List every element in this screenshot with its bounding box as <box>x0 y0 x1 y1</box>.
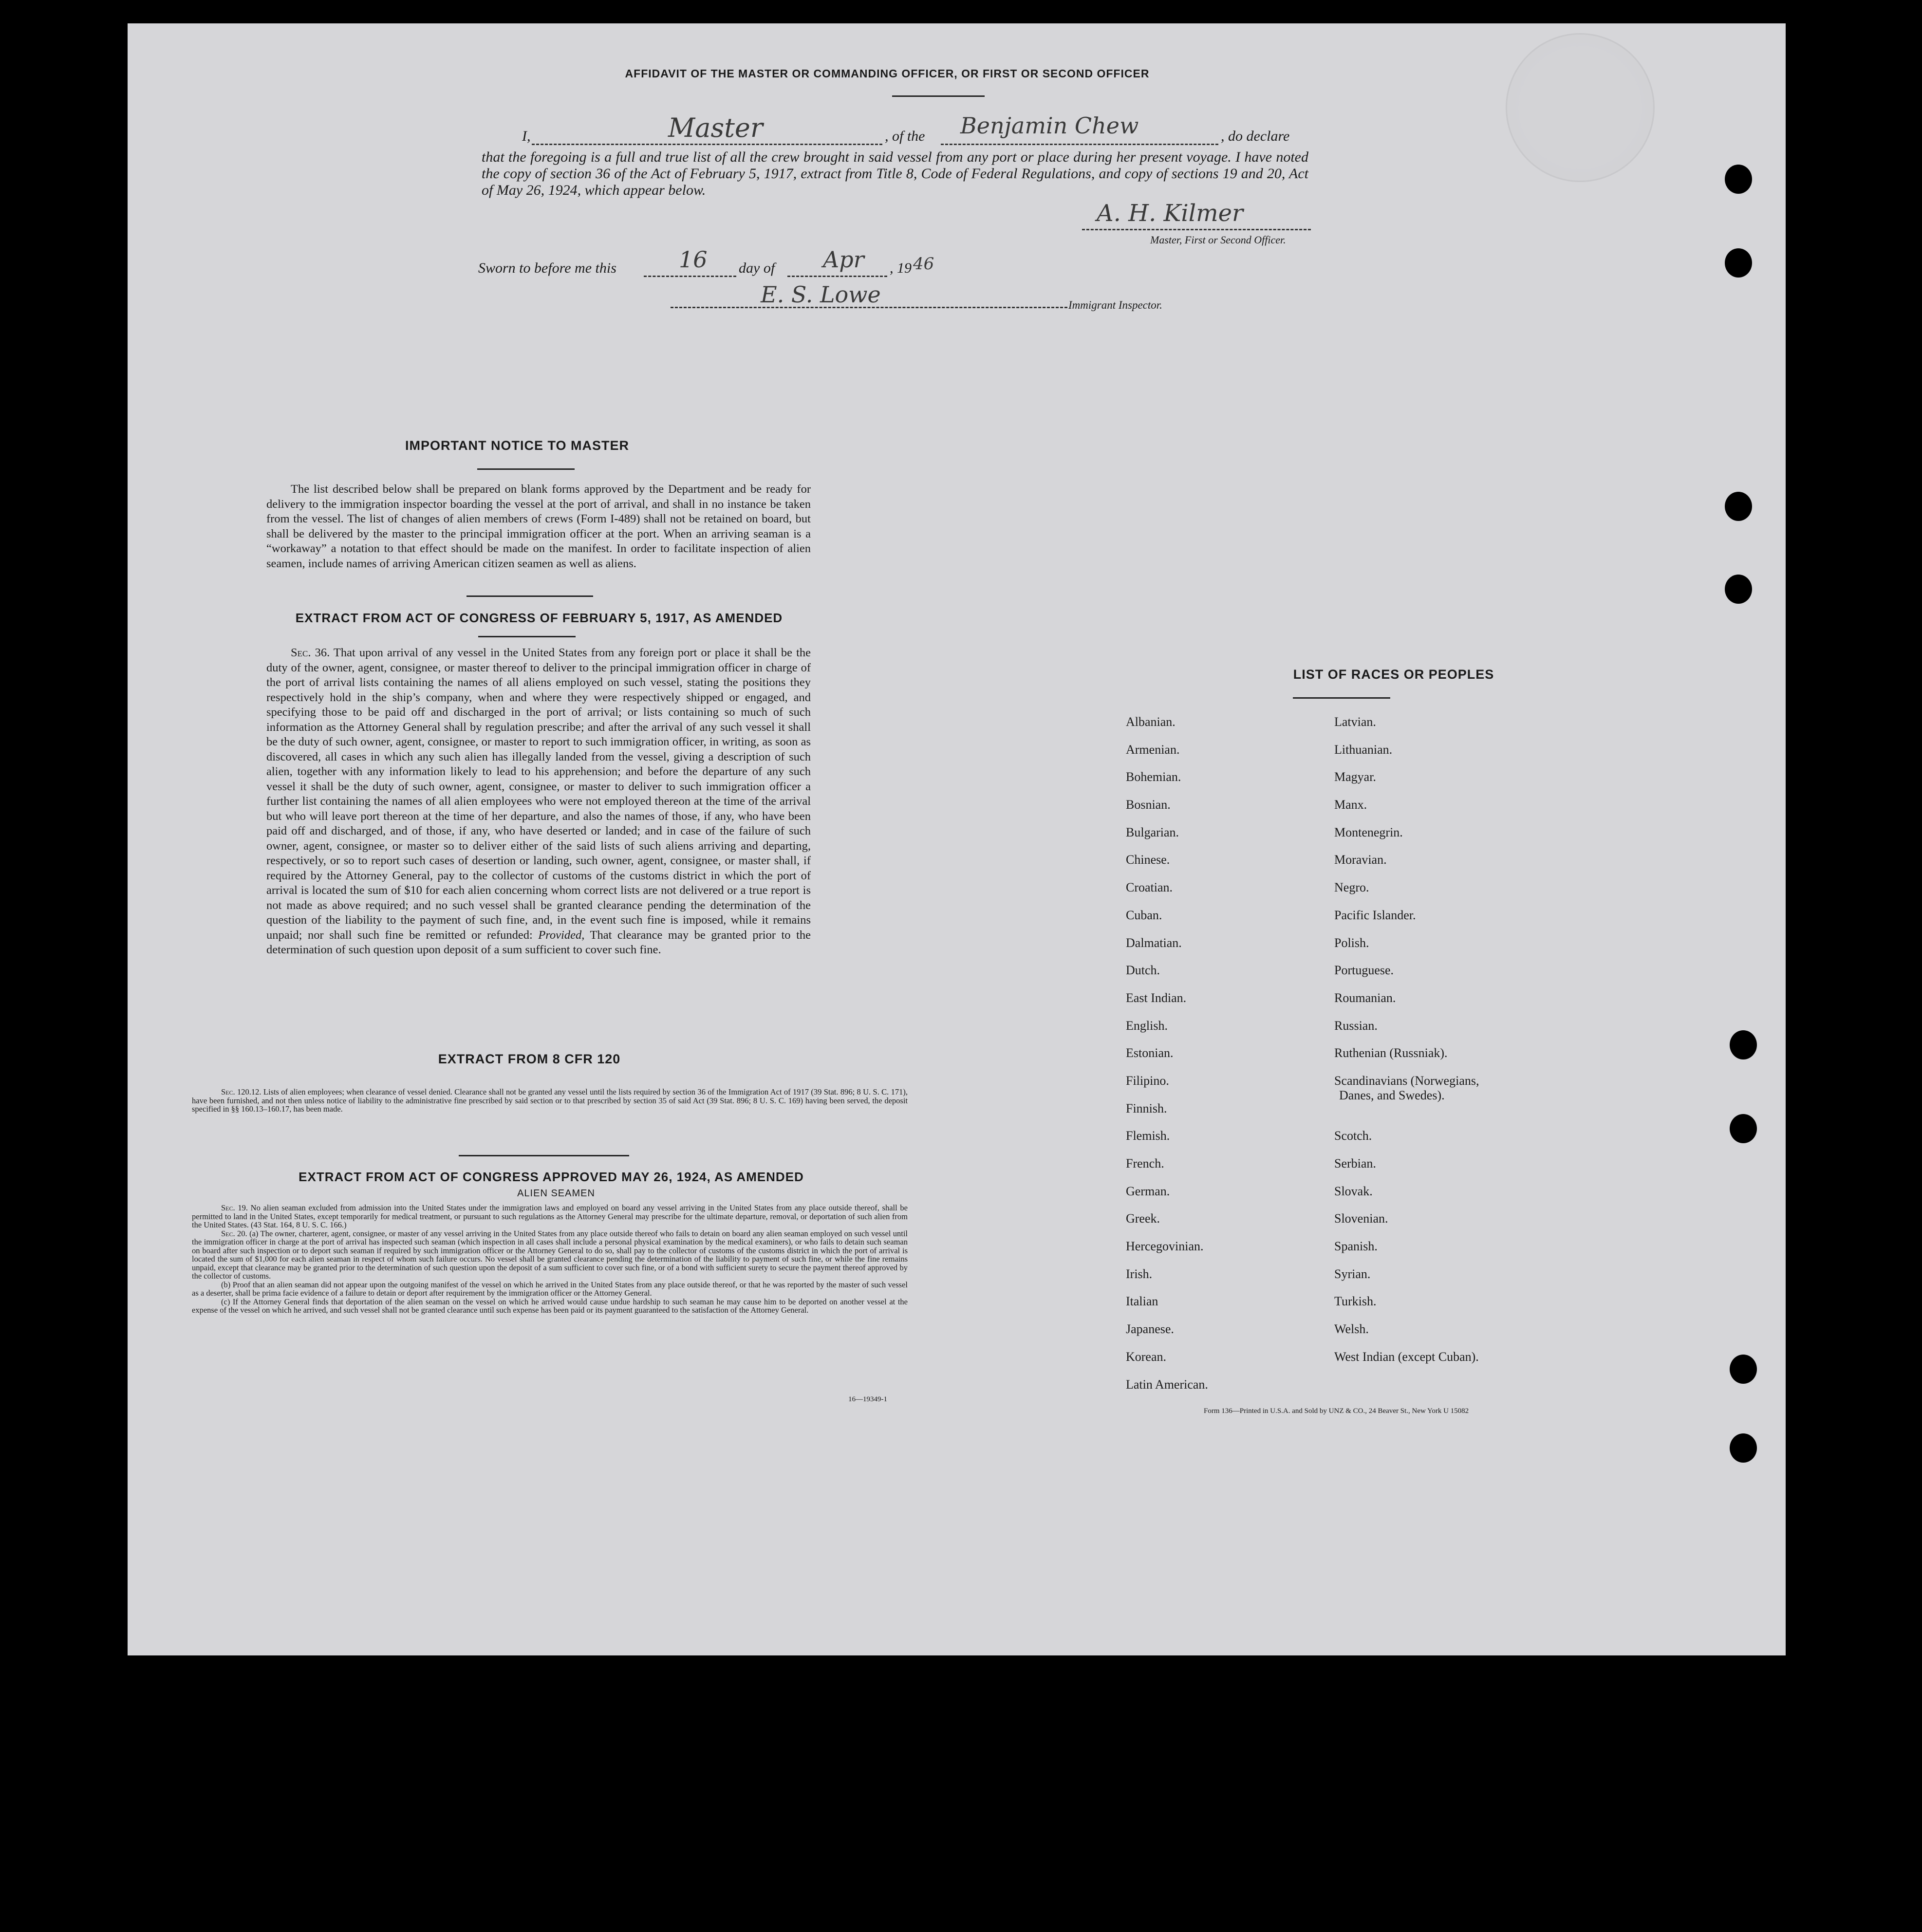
day-blank <box>644 276 736 277</box>
race-item: Chinese. <box>1126 853 1170 867</box>
race-item: Roumanian. <box>1334 990 1396 1005</box>
affidavit-line-1 <box>522 112 1308 148</box>
race-item: Scandinavians (Norwegians, <box>1334 1073 1479 1088</box>
races-left-column <box>1126 715 1208 1405</box>
extract-1924-body <box>192 1204 908 1315</box>
race-item: German. <box>1126 1184 1170 1198</box>
race-item: Ruthenian (Russniak). <box>1334 1046 1448 1060</box>
divider <box>478 636 576 637</box>
divider <box>892 95 985 97</box>
sec-120-label: Sec. 120.12. <box>221 1087 261 1096</box>
sec-120-text: Lists of alien employees; when clearance of vessel denied. Clearance shall not be granted any vessel until the lists required by section 36 of the Immigration Act of 1917 (39 Stat. 896; 8 U. S. C. 171), have been furnished, and not then unless notice of liability to the administrative fine prescribed by said section or to that prescribed by section 35 of said Act (39 Stat. 896; 8 U. S. C. 169) having been served, the deposit specified in §§ 160.13–160.17, has been made. <box>192 1087 908 1114</box>
race-item: Latin American. <box>1126 1377 1208 1392</box>
month-handwritten: Apr <box>823 246 864 273</box>
sec-20a-text: (a) The owner, charterer, agent, consignee, or master of any vessel arriving in the United States from any place outside thereof who fails to detain on board any alien seaman employed on such vessel until the immigration officer in charge at the port of arrival has inspected such seaman (which inspection in all cases shall include a personal physical examination by the medical examiners), or who fails to detain such seaman on board after such inspection or to deport such seaman if required by such immigration officer or the Attorney General to do so, shall pay to the collector of customs of the customs district in which the port of arrival is located the sum of $1,000 for each alien seaman in respect of whom such failure occurs. No vessel shall be granted clearance pending the determination of the liability to payment of such fine, or while the fine remains unpaid, except that clearance may be granted prior to the determination of such question upon the deposit of a sum sufficient to cover such fine, or of a bond with sufficient surety to secure the payment thereof approved by the collector of customs. <box>192 1228 908 1281</box>
race-item: Estonian. <box>1126 1046 1174 1060</box>
vessel-blank <box>941 144 1218 145</box>
race-item: Syrian. <box>1334 1266 1371 1281</box>
inspector-signature: E. S. Lowe <box>761 281 881 308</box>
race-item: Finnish. <box>1126 1101 1167 1115</box>
extract-1917-title: EXTRACT FROM ACT OF CONGRESS OF FEBRUARY 5, 1917, AS AMENDED <box>295 611 783 625</box>
binder-hole <box>1730 1114 1757 1143</box>
binder-hole <box>1725 492 1752 521</box>
printer-footer: Form 136—Printed in U.S.A. and Sold by UNZ & CO., 24 Beaver St., New York U 15082 <box>1204 1407 1469 1415</box>
race-item: Italian <box>1126 1294 1158 1309</box>
sec-19-label: Sec. 19. <box>221 1203 248 1212</box>
race-item: Slovenian. <box>1334 1211 1388 1226</box>
race-item: Moravian. <box>1334 853 1387 867</box>
year-prefix: , 19 <box>890 260 912 276</box>
of-the-text: , of the <box>885 128 925 144</box>
sec-20b-text: (b) Proof that an alien seaman did not appear upon the outgoing manifest of the vessel on which he arrived in the United States from any place outside thereof, or that he was reported by the master of such vessel as a deserter, shall be prima facie evidence of a failure to detain or deport after requirement by the immigration officer or the Attorney General. <box>192 1280 908 1298</box>
race-item: Polish. <box>1334 935 1369 950</box>
inspector-caption: Immigrant Inspector. <box>1068 299 1162 311</box>
race-item: Bosnian. <box>1126 798 1171 812</box>
race-item: Montenegrin. <box>1334 825 1403 839</box>
cfr-title: EXTRACT FROM 8 CFR 120 <box>438 1052 621 1066</box>
document-page <box>128 23 1786 1655</box>
race-item: Russian. <box>1334 1018 1378 1033</box>
alien-seamen-subtitle: ALIEN SEAMEN <box>517 1188 595 1199</box>
race-item: Filipino. <box>1126 1073 1169 1088</box>
sec-19-text: No alien seaman excluded from admission into the United States under the immigration laws and employed on board any vessel arriving in the United States from any place outside thereof, shall be permitted to land in the United States, except temporarily for medical treatment, or pursuant to such regulations as the Attorney General may prescribe for the ultimate departure, removal, or deportation of such alien from the United States. (43 Stat. 164, 8 U. S. C. 166.) <box>192 1203 908 1229</box>
affidavit-pronoun: I, <box>522 128 531 144</box>
race-item: Irish. <box>1126 1266 1153 1281</box>
vessel-handwritten: Benjamin Chew <box>960 112 1139 139</box>
races-title: LIST OF RACES OR PEOPLES <box>1293 667 1494 682</box>
race-item: French. <box>1126 1156 1164 1170</box>
race-item: Croatian. <box>1126 880 1173 895</box>
sworn-prefix: Sworn to before me this <box>478 260 616 276</box>
race-item: Latvian. <box>1334 715 1376 729</box>
race-item: Turkish. <box>1334 1294 1377 1309</box>
divider <box>477 468 575 470</box>
notice-title: IMPORTANT NOTICE TO MASTER <box>405 438 629 453</box>
binder-hole <box>1730 1030 1757 1059</box>
signature-caption: Master, First or Second Officer. <box>1150 234 1286 246</box>
race-item: Magyar. <box>1334 770 1376 784</box>
embossed-seal <box>1506 33 1655 182</box>
race-item: Portuguese. <box>1334 963 1394 978</box>
race-item: Cuban. <box>1126 908 1162 922</box>
divider <box>467 595 593 597</box>
race-item: Korean. <box>1126 1349 1167 1364</box>
divider <box>459 1155 629 1156</box>
cfr-body <box>192 1088 908 1114</box>
race-item: Spanish. <box>1334 1239 1378 1254</box>
race-item: Dalmatian. <box>1126 935 1182 950</box>
binder-hole <box>1730 1355 1757 1384</box>
race-item: West Indian (except Cuban). <box>1334 1349 1479 1364</box>
affidavit-body: that the foregoing is a full and true list of all the crew brought in said vessel from any port or place during her present voyage. I have noted the copy of section 36 of the Act of February 5, 1917, extract from Title 8, Code of Federal Regulations, and copy of sections 19 and 20, Act of May 26, 1924, which appear below. <box>482 149 1308 198</box>
binder-hole <box>1725 165 1752 194</box>
year-handwritten: 46 <box>913 254 934 274</box>
race-item: Hercegovinian. <box>1126 1239 1204 1254</box>
day-handwritten: 16 <box>679 246 708 273</box>
sworn-line <box>478 246 1160 280</box>
provided-text: Provided, <box>538 928 585 942</box>
binder-hole <box>1725 575 1752 604</box>
race-item: Greek. <box>1126 1211 1160 1226</box>
sec-20-label: Sec. 20. <box>221 1228 247 1238</box>
signature-blank <box>1082 229 1311 230</box>
officer-handwritten: Master <box>668 112 763 143</box>
race-item: Lithuanian. <box>1334 742 1393 757</box>
race-item-continued: Danes, and Swedes). <box>1339 1088 1445 1102</box>
notice-body: The list described below shall be prepared on blank forms approved by the Department and be ready for delivery to the immigration inspector boarding the vessel at the port of arrival, and shall in no instance be taken from the vessel. The list of changes of alien members of crews (Form I-489) shall not be retained on board, but shall be delivered by the master to the principal immigration officer at the port. When an arriving seaman is a “workaway” a notation to that effect should be made on the manifest. In order to facilitate inspection of alien seamen, include names of arriving American citizen seamen as well as aliens. <box>266 483 811 570</box>
race-item-multiline <box>1334 1074 1479 1129</box>
month-blank <box>787 276 887 277</box>
officer-blank <box>532 144 882 145</box>
master-signature: A. H. Kilmer <box>1097 200 1243 227</box>
race-item: Serbian. <box>1334 1156 1376 1171</box>
divider <box>1293 697 1390 699</box>
race-item: English. <box>1126 1018 1168 1033</box>
race-item: Slovak. <box>1334 1184 1373 1198</box>
race-item: Negro. <box>1334 880 1369 895</box>
race-item: Welsh. <box>1334 1322 1369 1337</box>
race-item: Bulgarian. <box>1126 825 1179 839</box>
race-item: Japanese. <box>1126 1322 1174 1337</box>
form-code: 16—19349-1 <box>848 1395 887 1403</box>
race-item: Scotch. <box>1334 1129 1372 1143</box>
race-item: Dutch. <box>1126 963 1160 978</box>
race-item: Flemish. <box>1126 1129 1170 1143</box>
sec-36-label: Sec. 36. <box>291 646 330 659</box>
race-item: East Indian. <box>1126 990 1187 1005</box>
day-of-text: day of <box>739 260 775 276</box>
sec-20c-text: (c) If the Attorney General finds that deportation of the alien seaman on the vessel on which he arrived would cause undue hardship to such seaman he may cause him to be deported on another vessel at the expense of the vessel on which he arrived, and such vessel shall not be granted clearance until such expense has been paid or its payment guaranteed to the satisfaction of the Attorney General. <box>192 1297 908 1315</box>
races-right-column <box>1334 715 1479 1377</box>
inspector-blank <box>671 307 1067 308</box>
do-declare-text: , do declare <box>1221 128 1290 144</box>
binder-hole <box>1725 248 1752 278</box>
extract-1917-body <box>266 646 811 958</box>
race-item: Albanian. <box>1126 715 1176 729</box>
race-item: Bohemian. <box>1126 770 1181 784</box>
sec-36-text-end: That clearance may be granted prior to the determination of such question upon deposit of a sum sufficient to cover such fine. <box>266 928 811 956</box>
affidavit-title: AFFIDAVIT OF THE MASTER OR COMMANDING OFFICER, OR FIRST OR SECOND OFFICER <box>625 67 1150 80</box>
binder-hole <box>1730 1433 1757 1463</box>
sec-36-text: That upon arrival of any vessel in the United States from any foreign port or place it shall be the duty of the owner, agent, consignee, or master thereof to deliver to the principal immigration officer in charge of the port of arrival lists containing the names of all aliens employed on such vessel, stating the positions they respectively hold in the ship’s company, when and where they were respectively shipped or engaged, and specifying those to be paid off and discharged in the port of arrival; or lists containing so much of such information as the Attorney General shall by regulation prescribe; and after the arrival of any such vessel it shall be the duty of such owner, agent, consignee, or master to report to such immigration officer, in writing, as soon as discovered, all cases in which any such alien has illegally landed from the vessel, giving a description of such alien, together with any information likely to lead to his apprehension; and before the departure of any such vessel it shall be the duty of such owner, agent, consignee, or master to deliver to such immigration officer a further list containing the names of all alien employees who were not employed thereon at the time of the arrival but who will leave port thereon at the time of her departure, and also the names of those, if any, who have been paid off and discharged, and of those, if any, who have deserted or landed; and in case of the failure of such owner, agent, consignee, or master so to deliver either of the said lists of such aliens arriving and departing, respectively, or so to report such cases of desertion or landing, such owner, agent, consignee, or master shall, if required by the Attorney General, pay to the collector of customs of the customs district in which the port of arrival is located the sum of $10 for each alien concerning whom correct lists are not delivered or a true report is not made as above required; and no such vessel shall be granted clearance pending the determination of the question of the liability to the payment of such fine, and, in the event such fine is imposed, while it remains unpaid; nor shall such fine be remitted or refunded: <box>266 646 811 942</box>
race-item: Pacific Islander. <box>1334 908 1416 922</box>
race-item: Armenian. <box>1126 742 1180 757</box>
race-item: Manx. <box>1334 798 1367 812</box>
extract-1924-title: EXTRACT FROM ACT OF CONGRESS APPROVED MAY 26, 1924, AS AMENDED <box>299 1170 804 1184</box>
